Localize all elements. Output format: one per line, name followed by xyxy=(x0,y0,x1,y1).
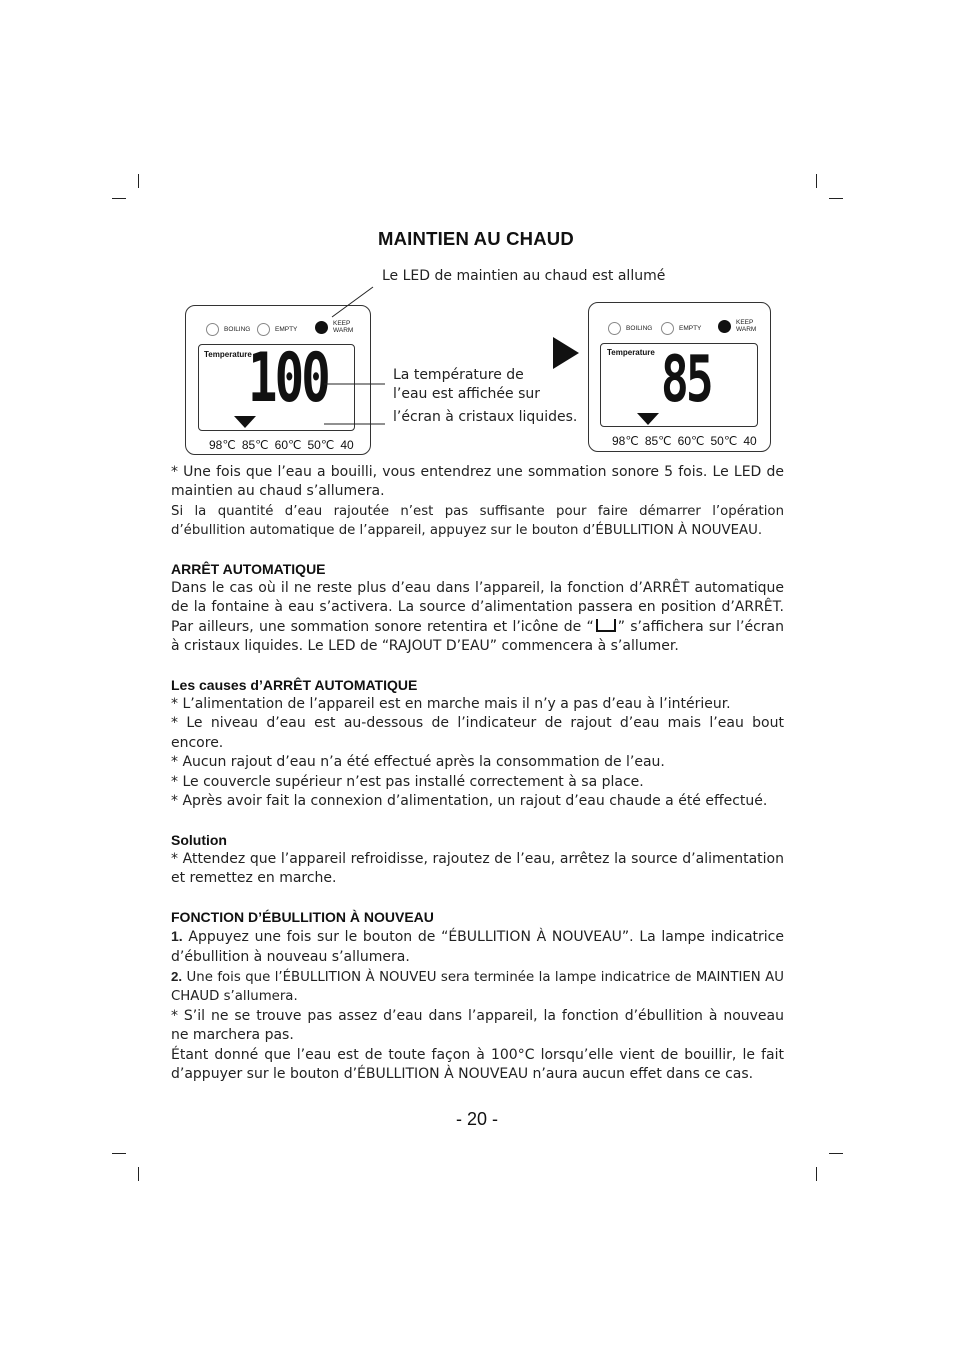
temperature-label: Temperature xyxy=(607,348,655,357)
list-item: * Après avoir fait la connexion d’alimentation, un rajout d’eau chaude a été effectué. xyxy=(171,793,768,810)
temperature-label: Temperature xyxy=(204,350,252,359)
preset-temp: 60℃ xyxy=(677,434,705,448)
solution-paragraph: * Attendez que l’appareil refroidisse, rajoutez de l’eau, arrêtez la source d’alimentation et remettez en marche. xyxy=(171,850,784,887)
temperature-caption xyxy=(393,366,593,427)
indicator-label: KEEP WARM xyxy=(736,319,757,333)
section-heading-causes: Les causes d’ARRÊT AUTOMATIQUE xyxy=(171,676,418,693)
reboil-note: * S’il ne se trouve pas assez d’eau dans l’appareil, la fonction d’ébullition à nouveau ne marchera pas. xyxy=(171,1007,784,1044)
caption-line: l’eau est affichée sur xyxy=(393,386,540,402)
body-content xyxy=(171,463,784,1084)
list-item: * Le couvercle supérieur n’est pas installé correctement à sa place. xyxy=(171,773,644,790)
arret-text: Dans le cas où il ne reste plus d’eau dans l’appareil, la fonction d’ARRÊT automatique de la fontaine à eau s’activera. La source d’alimentation passera en position d’ARRÊT. Par ailleurs, une sommation sonore retentira et l’icône de “ xyxy=(171,580,784,635)
step-text: Une fois que l’ÉBULLITION À NOUVEU sera terminée la lampe indicatrice de MAINTIEN AU CHAUD s’allumera. xyxy=(171,969,784,1005)
preset-temp: 98℃ xyxy=(612,434,639,448)
preset-temp: 85℃ xyxy=(241,438,269,452)
reboil-step-1 xyxy=(171,927,784,967)
page-number: - 20 - xyxy=(455,1109,498,1129)
indicator-label: BOILING xyxy=(626,325,653,332)
step-text: Appuyez une fois sur le bouton de “ÉBULLITION À NOUVEAU”. La lampe indicatrice d’ébullition à nouveau s’allumera. xyxy=(171,929,784,965)
arret-paragraph xyxy=(171,579,784,657)
caption-line: La température de xyxy=(393,367,524,383)
empty-tank-icon xyxy=(596,619,616,632)
preset-temp: 40 xyxy=(340,438,354,452)
caption-line: l’écran à cristaux liquides. xyxy=(393,409,578,425)
indicator-label: BOILING xyxy=(224,326,251,333)
list-item: * Aucun rajout d’eau n’a été effectué après la consommation de l’eau. xyxy=(171,754,665,771)
indicator-label: EMPTY xyxy=(679,325,702,332)
section-heading-arret: ARRÊT AUTOMATIQUE xyxy=(171,560,326,577)
step-number: 1. xyxy=(171,928,183,945)
preset-temp: 60℃ xyxy=(274,438,302,452)
temperature-reading: 100 xyxy=(248,339,328,418)
led-caption: Le LED de maintien au chaud est allumé xyxy=(382,268,666,284)
indicator-label: KEEP WARM xyxy=(333,320,354,334)
section-heading-reboil: FONCTION D’ÉBULLITION À NOUVEAU xyxy=(171,908,434,925)
reboil-note: Étant donné que l’eau est de toute façon à 100°C lorsqu’elle vient de bouillir, le fait d’appuyer sur le bouton d’ÉBULLITION À NOUVEAU n’aura aucun effet dans ce cas. xyxy=(171,1046,784,1082)
temperature-reading: 85 xyxy=(661,343,711,417)
reboil-step-2 xyxy=(171,967,784,1007)
page-title: MAINTIEN AU CHAUD xyxy=(378,228,574,249)
section-heading-solution: Solution xyxy=(171,831,227,848)
step-number: 2. xyxy=(171,968,183,984)
preset-temp: 85℃ xyxy=(644,434,672,448)
preset-temp: 40 xyxy=(743,434,757,448)
list-item: * L’alimentation de l’appareil est en marche mais il n’y a pas d’eau à l’intérieur. xyxy=(171,696,731,713)
intro-paragraph: Si la quantité d’eau rajoutée n’est pas suffisante pour faire démarrer l’opération d’ébullition automatique de l’appareil, appuyez sur le bouton d’ÉBULLITION À NOUVEAU. xyxy=(171,503,784,539)
list-item: * Le niveau d’eau est au-dessous de l’indicateur de rajout d’eau mais l’eau bout encore. xyxy=(171,715,784,751)
preset-temp: 50℃ xyxy=(710,434,738,448)
intro-paragraph: * Une fois que l’eau a bouilli, vous entendrez une sommation sonore 5 fois. Le LED de maintien au chaud s’allumera. xyxy=(171,464,784,500)
preset-temp: 98℃ xyxy=(209,438,236,452)
arret-text: ” s’affichera sur l’écran à cristaux liquides. Le LED de “RAJOUT D’EAU” commencera à s’allumer. xyxy=(171,618,784,655)
preset-temp: 50℃ xyxy=(307,438,335,452)
indicator-label: EMPTY xyxy=(275,326,298,333)
